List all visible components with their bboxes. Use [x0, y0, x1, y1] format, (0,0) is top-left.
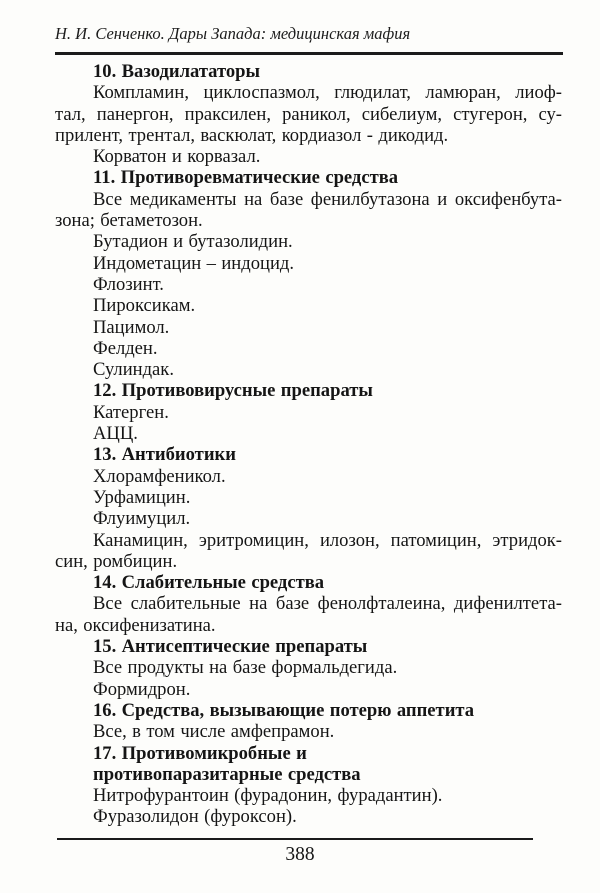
section-heading: 13. Антибиотики: [93, 444, 236, 466]
text-line: Индометацин – индоцид.: [93, 252, 295, 274]
text-line: син, ромбицин.: [55, 550, 178, 572]
text-line: Формидрон.: [93, 678, 191, 700]
text-line: Флозинт.: [93, 273, 164, 295]
footer-rule: [57, 838, 533, 840]
text-line: Канамицин, эритромицин, илозон, патомицин, этридок-: [93, 529, 562, 551]
text-line: прилент, трентал, васкюлат, кордиазол - дикодид.: [55, 124, 449, 146]
text-line: Флуимуцил.: [93, 508, 191, 530]
text-line: Пироксикам.: [93, 295, 196, 317]
text-line: Фелден.: [93, 337, 158, 359]
text-line: Все медикаменты на базе фенилбутазона и оксифенбута-: [93, 188, 562, 210]
section-heading: 15. Антисептические препараты: [93, 636, 368, 658]
text-line: Сулиндак.: [93, 359, 174, 381]
text-line: Нитрофурантоин (фурадонин, фурадантин).: [93, 785, 443, 807]
text-line: зона; бетаметозон.: [55, 210, 203, 232]
text-line: тал, панергон, праксилен, раникол, сибелиум, стугерон, су-: [55, 103, 562, 125]
text-line: Хлорамфеникол.: [93, 465, 226, 487]
text-line: Пацимол.: [93, 316, 170, 338]
section-heading: 17. Противомикробные и: [93, 742, 307, 764]
text-line: Бутадион и бутазолидин.: [93, 231, 293, 253]
text-line: Все продукты на базе формальдегида.: [93, 657, 398, 679]
text-line: Катерген.: [93, 401, 169, 423]
section-heading: 14. Слабительные средства: [93, 572, 325, 594]
text-line: Корватон и корвазал.: [93, 146, 261, 168]
text-line: на, оксифенизатина.: [55, 614, 216, 636]
section-heading: противопаразитарные средства: [93, 763, 361, 785]
section-heading: 16. Средства, вызывающие потерю аппетита: [93, 699, 475, 721]
section-heading: 11. Противоревматические средства: [93, 167, 399, 189]
section-heading: 10. Вазодилататоры: [93, 61, 261, 82]
text-line: Фуразолидон (фуроксон).: [93, 806, 297, 828]
running-header: Н. И. Сенченко. Дары Запада: медицинская мафия: [55, 24, 411, 43]
page-number: 388: [285, 844, 315, 865]
text-line: Все, в том числе амфепрамон.: [93, 721, 335, 743]
header-rule: [55, 52, 563, 55]
text-line: АЦЦ.: [93, 423, 138, 445]
text-line: Урфамицин.: [93, 486, 191, 508]
text-line: Все слабительные на базе фенолфталеина, дифенилтета-: [93, 593, 562, 615]
text-block: [55, 61, 562, 828]
section-heading: 12. Противовирусные препараты: [93, 380, 373, 402]
text-line: Компламин, циклоспазмол, глюдилат, ламюран, лиоф-: [93, 82, 562, 104]
